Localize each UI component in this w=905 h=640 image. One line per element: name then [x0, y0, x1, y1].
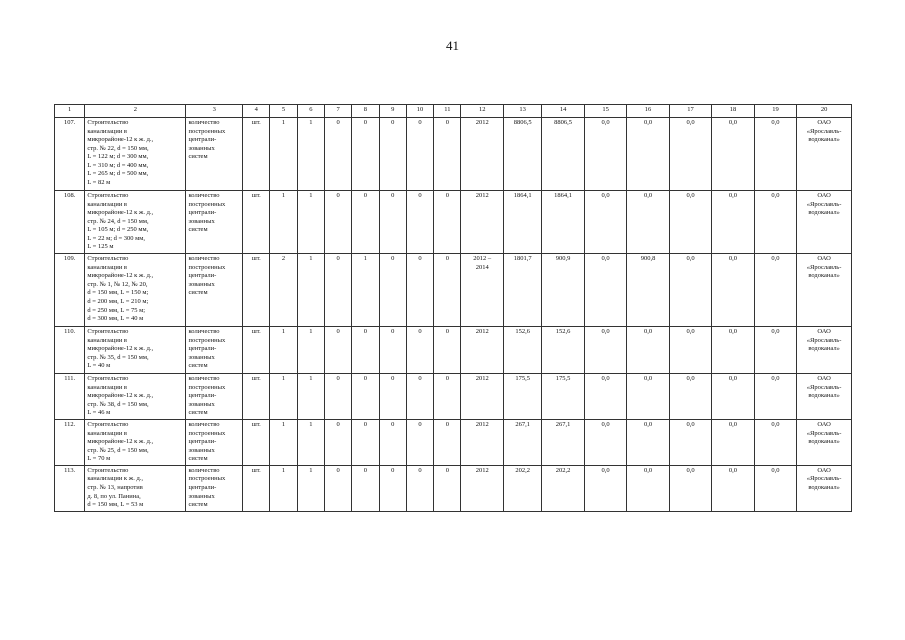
- cell-line: зованных: [188, 353, 215, 361]
- cell-line: микрорайоне-12 к ж. д.,: [87, 272, 154, 280]
- unit: шт.: [243, 374, 270, 420]
- amount-c19: 0,0: [754, 191, 796, 254]
- amount-c15: 0,0: [584, 465, 626, 511]
- quantity-c10: 0: [406, 465, 433, 511]
- quantity-c9: 0: [379, 465, 406, 511]
- amount-c18: 0,0: [712, 254, 754, 327]
- amount-c18: 0,0: [712, 419, 754, 465]
- amount-c15: 0,0: [584, 254, 626, 327]
- amount-c19: 0,0: [754, 419, 796, 465]
- executor: [797, 254, 852, 327]
- quantity-c9: 0: [379, 118, 406, 191]
- quantity-c7: 0: [324, 254, 351, 327]
- amount-c15: 0,0: [584, 118, 626, 191]
- indicator: [186, 419, 243, 465]
- executor: [797, 327, 852, 374]
- cell-line: зованных: [188, 217, 215, 225]
- cell-line: построенных: [188, 336, 226, 344]
- amount-c13: 152,6: [503, 327, 541, 374]
- cell-line: стр. № 1, № 12, № 20,: [87, 280, 148, 288]
- cell-line: стр. № 13, напротив: [87, 483, 143, 491]
- cell-line: ОАО: [817, 420, 831, 428]
- cell-line: стр. № 22, d = 150 мм,: [87, 144, 149, 152]
- executor: [797, 191, 852, 254]
- column-number-7: 7: [324, 105, 351, 118]
- cell-line: построенных: [188, 263, 226, 271]
- cell-line: 2012: [475, 466, 489, 474]
- quantity-c7: 0: [324, 118, 351, 191]
- cell-line: 2014: [475, 263, 489, 271]
- quantity-c5: 1: [270, 327, 297, 374]
- unit: шт.: [243, 118, 270, 191]
- cell-line: канализации в: [87, 127, 127, 135]
- cell-line: Строительство: [87, 255, 129, 263]
- amount-c16: 900,8: [627, 254, 669, 327]
- quantity-c9: 0: [379, 419, 406, 465]
- table-row: [55, 118, 852, 191]
- cell-line: водоканал»: [808, 392, 840, 400]
- quantity-c9: 0: [379, 327, 406, 374]
- table-row: [55, 327, 852, 374]
- indicator: [186, 254, 243, 327]
- executor: [797, 118, 852, 191]
- cell-line: канализации к ж. д.,: [87, 475, 144, 483]
- cell-line: централи-: [188, 392, 217, 400]
- cell-line: систем: [188, 501, 208, 509]
- amount-c14: 267,1: [542, 419, 584, 465]
- period: [461, 327, 503, 374]
- cell-line: ОАО: [817, 375, 831, 383]
- amount-c17: 0,0: [669, 327, 711, 374]
- period: [461, 419, 503, 465]
- cell-line: 2012: [475, 420, 489, 428]
- row-number: 111.: [55, 374, 85, 420]
- cell-line: «Ярославль-: [806, 336, 842, 344]
- amount-c13: 1864,1: [503, 191, 541, 254]
- unit: шт.: [243, 191, 270, 254]
- column-number-4: 4: [243, 105, 270, 118]
- quantity-c11: 0: [434, 465, 461, 511]
- cell-line: микрорайоне-12 к ж. д.,: [87, 345, 154, 353]
- cell-line: систем: [188, 153, 208, 161]
- amount-c16: 0,0: [627, 191, 669, 254]
- table-row: [55, 191, 852, 254]
- cell-line: «Ярославль-: [806, 127, 842, 135]
- amount-c19: 0,0: [754, 374, 796, 420]
- indicator: [186, 327, 243, 374]
- executor: [797, 374, 852, 420]
- cell-line: д. 8, по ул. Панина,: [87, 492, 141, 500]
- unit: шт.: [243, 419, 270, 465]
- column-number-1: 1: [55, 105, 85, 118]
- amount-c17: 0,0: [669, 419, 711, 465]
- cell-line: канализации в: [87, 263, 127, 271]
- quantity-c10: 0: [406, 374, 433, 420]
- amount-c13: 1801,7: [503, 254, 541, 327]
- amount-c18: 0,0: [712, 465, 754, 511]
- indicator: [186, 465, 243, 511]
- period: [461, 465, 503, 511]
- measure-description: [85, 254, 186, 327]
- unit: шт.: [243, 254, 270, 327]
- quantity-c5: 1: [270, 191, 297, 254]
- amount-c16: 0,0: [627, 374, 669, 420]
- unit: шт.: [243, 327, 270, 374]
- cell-line: канализации в: [87, 383, 127, 391]
- quantity-c8: 0: [352, 419, 379, 465]
- cell-line: Строительство: [87, 192, 129, 199]
- cell-line: L = 46 м: [87, 409, 111, 417]
- quantity-c6: 1: [297, 374, 324, 420]
- cell-line: ОАО: [817, 466, 831, 474]
- amount-c19: 0,0: [754, 327, 796, 374]
- amount-c15: 0,0: [584, 191, 626, 254]
- table-row: [55, 419, 852, 465]
- quantity-c8: 0: [352, 191, 379, 254]
- quantity-c8: 1: [352, 254, 379, 327]
- cell-line: стр. № 38, d = 150 мм,: [87, 400, 149, 408]
- executor: [797, 419, 852, 465]
- cell-line: количество: [188, 375, 220, 383]
- indicator: [186, 374, 243, 420]
- column-number-11: 11: [434, 105, 461, 118]
- column-number-16: 16: [627, 105, 669, 118]
- cell-line: систем: [188, 409, 208, 417]
- cell-line: d = 250 мм, L = 75 м;: [87, 306, 146, 314]
- quantity-c7: 0: [324, 327, 351, 374]
- row-number: 109.: [55, 254, 85, 327]
- cell-line: зованных: [188, 280, 215, 288]
- column-number-3: 3: [186, 105, 243, 118]
- amount-c17: 0,0: [669, 465, 711, 511]
- cell-line: водоканал»: [808, 272, 840, 280]
- row-number: 110.: [55, 327, 85, 374]
- quantity-c9: 0: [379, 374, 406, 420]
- row-number: 112.: [55, 419, 85, 465]
- column-number-12: 12: [461, 105, 503, 118]
- quantity-c8: 0: [352, 465, 379, 511]
- cell-line: «Ярославль-: [806, 383, 842, 391]
- cell-line: ОАО: [817, 328, 831, 336]
- quantity-c6: 1: [297, 419, 324, 465]
- measure-description: [85, 191, 186, 254]
- column-number-10: 10: [406, 105, 433, 118]
- cell-line: «Ярославль-: [806, 263, 842, 271]
- cell-line: 2012: [475, 192, 489, 199]
- quantity-c10: 0: [406, 327, 433, 374]
- cell-line: L = 122 м; d = 300 мм,: [87, 153, 149, 161]
- quantity-c7: 0: [324, 419, 351, 465]
- quantity-c10: 0: [406, 191, 433, 254]
- cell-line: «Ярославль-: [806, 429, 842, 437]
- column-number-9: 9: [379, 105, 406, 118]
- column-number-19: 19: [754, 105, 796, 118]
- cell-line: микрорайоне-12 к ж. д.,: [87, 392, 154, 400]
- table-row: [55, 254, 852, 327]
- cell-line: зованных: [188, 446, 215, 454]
- row-number: 113.: [55, 465, 85, 511]
- amount-c14: 1864,1: [542, 191, 584, 254]
- cell-line: построенных: [188, 127, 226, 135]
- cell-line: d = 150 мм, L = 150 м;: [87, 289, 149, 297]
- cell-line: водоканал»: [808, 209, 840, 217]
- cell-line: количество: [188, 119, 220, 126]
- measure-description: [85, 465, 186, 511]
- cell-line: Строительство: [87, 119, 129, 126]
- quantity-c8: 0: [352, 374, 379, 420]
- cell-line: d = 300 мм, L = 40 м: [87, 315, 144, 323]
- amount-c14: 202,2: [542, 465, 584, 511]
- cell-line: 2012 –: [473, 255, 492, 263]
- column-number-17: 17: [669, 105, 711, 118]
- amount-c13: 175,5: [503, 374, 541, 420]
- cell-line: ОАО: [817, 119, 831, 126]
- quantity-c5: 1: [270, 419, 297, 465]
- amount-c16: 0,0: [627, 419, 669, 465]
- cell-line: стр. № 35, d = 150 мм,: [87, 353, 149, 361]
- column-number-14: 14: [542, 105, 584, 118]
- amount-c13: 202,2: [503, 465, 541, 511]
- cell-line: систем: [188, 362, 208, 370]
- cell-line: L = 125 м: [87, 243, 114, 251]
- amount-c15: 0,0: [584, 419, 626, 465]
- program-table: [54, 104, 852, 512]
- row-number: 107.: [55, 118, 85, 191]
- cell-line: L = 105 м; d = 250 мм,: [87, 226, 149, 234]
- column-number-6: 6: [297, 105, 324, 118]
- cell-line: «Ярославль-: [806, 475, 842, 483]
- cell-line: централи-: [188, 345, 217, 353]
- cell-line: 2012: [475, 328, 489, 336]
- cell-line: количество: [188, 255, 220, 263]
- indicator: [186, 191, 243, 254]
- quantity-c6: 1: [297, 118, 324, 191]
- amount-c19: 0,0: [754, 118, 796, 191]
- quantity-c10: 0: [406, 254, 433, 327]
- column-number-13: 13: [503, 105, 541, 118]
- quantity-c7: 0: [324, 374, 351, 420]
- cell-line: стр. № 24, d = 150 мм,: [87, 217, 149, 225]
- quantity-c9: 0: [379, 254, 406, 327]
- cell-line: ОАО: [817, 255, 831, 263]
- period: [461, 254, 503, 327]
- cell-line: 2012: [475, 375, 489, 383]
- quantity-c7: 0: [324, 465, 351, 511]
- cell-line: канализации в: [87, 429, 127, 437]
- cell-line: L = 22 м; d = 300 мм,: [87, 234, 146, 242]
- column-number-18: 18: [712, 105, 754, 118]
- quantity-c6: 1: [297, 254, 324, 327]
- cell-line: количество: [188, 420, 220, 428]
- cell-line: построенных: [188, 200, 226, 208]
- amount-c18: 0,0: [712, 374, 754, 420]
- cell-line: зованных: [188, 492, 215, 500]
- page-number: 41: [446, 38, 459, 53]
- column-number-20: 20: [797, 105, 852, 118]
- measure-description: [85, 374, 186, 420]
- cell-line: 2012: [475, 119, 489, 126]
- cell-line: построенных: [188, 475, 226, 483]
- amount-c16: 0,0: [627, 327, 669, 374]
- amount-c13: 8806,5: [503, 118, 541, 191]
- cell-line: ОАО: [817, 192, 831, 199]
- cell-line: d = 150 мм, L = 53 м: [87, 501, 144, 509]
- cell-line: d = 200 мм, L = 210 м;: [87, 297, 149, 305]
- quantity-c11: 0: [434, 254, 461, 327]
- cell-line: водоканал»: [808, 438, 840, 446]
- cell-line: L = 70 м: [87, 455, 111, 463]
- quantity-c11: 0: [434, 118, 461, 191]
- quantity-c5: 2: [270, 254, 297, 327]
- amount-c17: 0,0: [669, 191, 711, 254]
- amount-c17: 0,0: [669, 374, 711, 420]
- quantity-c8: 0: [352, 327, 379, 374]
- measure-description: [85, 118, 186, 191]
- amount-c14: 152,6: [542, 327, 584, 374]
- cell-line: L = 265 м; d = 500 мм,: [87, 170, 149, 178]
- amount-c18: 0,0: [712, 191, 754, 254]
- cell-line: централи-: [188, 483, 217, 491]
- quantity-c5: 1: [270, 465, 297, 511]
- amount-c17: 0,0: [669, 118, 711, 191]
- cell-line: водоканал»: [808, 136, 840, 144]
- cell-line: L = 40 м: [87, 362, 111, 370]
- quantity-c6: 1: [297, 465, 324, 511]
- quantity-c5: 1: [270, 118, 297, 191]
- amount-c19: 0,0: [754, 465, 796, 511]
- quantity-c9: 0: [379, 191, 406, 254]
- amount-c17: 0,0: [669, 254, 711, 327]
- amount-c14: 900,9: [542, 254, 584, 327]
- measure-description: [85, 327, 186, 374]
- amount-c15: 0,0: [584, 374, 626, 420]
- amount-c14: 175,5: [542, 374, 584, 420]
- quantity-c10: 0: [406, 419, 433, 465]
- cell-line: канализации в: [87, 336, 127, 344]
- amount-c18: 0,0: [712, 118, 754, 191]
- amount-c13: 267,1: [503, 419, 541, 465]
- cell-line: централи-: [188, 209, 217, 217]
- quantity-c11: 0: [434, 327, 461, 374]
- quantity-c11: 0: [434, 374, 461, 420]
- amount-c18: 0,0: [712, 327, 754, 374]
- period: [461, 118, 503, 191]
- cell-line: зованных: [188, 144, 215, 152]
- quantity-c7: 0: [324, 191, 351, 254]
- quantity-c11: 0: [434, 419, 461, 465]
- amount-c19: 0,0: [754, 254, 796, 327]
- cell-line: централи-: [188, 136, 217, 144]
- table-row: [55, 374, 852, 420]
- period: [461, 374, 503, 420]
- quantity-c5: 1: [270, 374, 297, 420]
- quantity-c11: 0: [434, 191, 461, 254]
- executor: [797, 465, 852, 511]
- amount-c14: 8806,5: [542, 118, 584, 191]
- quantity-c6: 1: [297, 191, 324, 254]
- column-number-8: 8: [352, 105, 379, 118]
- cell-line: систем: [188, 289, 208, 297]
- cell-line: зованных: [188, 400, 215, 408]
- indicator: [186, 118, 243, 191]
- cell-line: систем: [188, 455, 208, 463]
- cell-line: канализации в: [87, 200, 127, 208]
- cell-line: стр. № 25, d = 150 мм,: [87, 446, 149, 454]
- amount-c16: 0,0: [627, 118, 669, 191]
- amount-c16: 0,0: [627, 465, 669, 511]
- column-number-row: [55, 105, 852, 118]
- cell-line: количество: [188, 192, 220, 199]
- cell-line: количество: [188, 466, 220, 474]
- cell-line: построенных: [188, 383, 226, 391]
- column-number-15: 15: [584, 105, 626, 118]
- cell-line: Строительство: [87, 466, 129, 474]
- table-row: [55, 465, 852, 511]
- cell-line: Строительство: [87, 328, 129, 336]
- cell-line: Строительство: [87, 375, 129, 383]
- cell-line: микрорайоне-12 к ж. д.,: [87, 209, 154, 217]
- quantity-c6: 1: [297, 327, 324, 374]
- column-number-5: 5: [270, 105, 297, 118]
- quantity-c8: 0: [352, 118, 379, 191]
- cell-line: централи-: [188, 272, 217, 280]
- cell-line: количество: [188, 328, 220, 336]
- cell-line: централи-: [188, 438, 217, 446]
- cell-line: L = 310 м; d = 400 мм,: [87, 161, 149, 169]
- period: [461, 191, 503, 254]
- cell-line: микрорайоне-12 к ж. д.,: [87, 136, 154, 144]
- cell-line: систем: [188, 226, 208, 234]
- cell-line: водоканал»: [808, 345, 840, 353]
- quantity-c10: 0: [406, 118, 433, 191]
- column-number-2: 2: [85, 105, 186, 118]
- measure-description: [85, 419, 186, 465]
- unit: шт.: [243, 465, 270, 511]
- amount-c15: 0,0: [584, 327, 626, 374]
- cell-line: построенных: [188, 429, 226, 437]
- cell-line: микрорайоне-12 к ж. д.,: [87, 438, 154, 446]
- row-number: 108.: [55, 191, 85, 254]
- cell-line: водоканал»: [808, 483, 840, 491]
- cell-line: «Ярославль-: [806, 200, 842, 208]
- cell-line: L = 82 м: [87, 179, 111, 187]
- cell-line: Строительство: [87, 420, 129, 428]
